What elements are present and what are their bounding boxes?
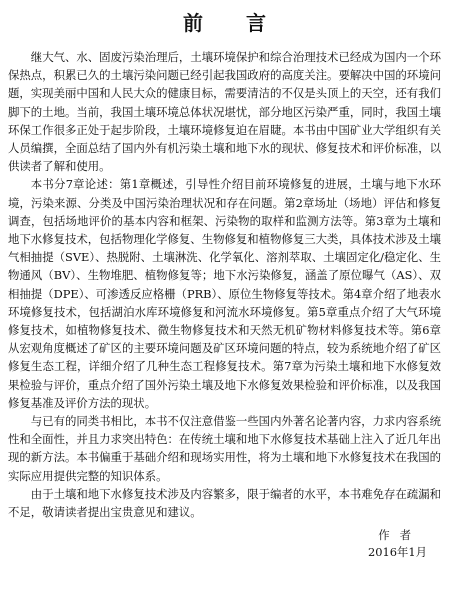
page-title: 前 言	[183, 11, 284, 35]
author-signature: 作者	[378, 528, 421, 543]
signature-date: 2016年1月	[367, 545, 427, 560]
paragraph-features: 与已有的同类书相比，本书不仅注意借鉴一些国内外著名论著内容，力求内容系统性和全面性，并且力求突出特色：在传统土壤和地下水修复技术基础上注入了近几年出现的新方法。本书偏重于基础介绍和现场实用性，将为土壤和地下水修复技术在我国的实际应用提供完整的知识体系。	[8, 414, 441, 483]
paragraph-closing: 由于土壤和地下水修复技术涉及内容繁多，限于编者的水平，本书难免存在疏漏和不足，敬请读者提出宝贵意见和建议。	[8, 486, 441, 520]
paragraph-chapters: 本书分7章论述：第1章概述，引导性介绍目前环境修复的进展，土壤与地下水环境，污染来源、分类及中国污染治理状况和存在问题。第2章场址（场地）评估和修复调查，包括场地评价的基本内容和框架、污染物的取样和监测方法等。第3章为土壤和地下水修复技术，包括物理化学修复、生物修复和植物修复三大类，具体技术涉及土壤气相抽提（SVE）、热脱附、土壤淋洗、化学氧化、溶剂萃取、土壤固定化/稳定化、生物通风（BV）、生物堆肥、植物修复等；地下水污染修复，涵盖了原位曝气（AS）、双相抽提（DPE）、可渗透反应格栅（PRB）、原位生物修复等技术。第4章介绍了地表水环境修复技术，包括湖泊水库环境修复和河流水环境修复。第5章重点介绍了大气环境修复技术，如植物修复技术、微生物修复技术和天然无机矿物材料修复技术等。第6章从宏观角度概述了矿区的主要环境问题及矿区环境问题的特点，较为系统地介绍了矿区修复生态工程，详细介绍了几种生态工程修复技术。第7章为污染土壤和地下水修复效果检验与评价，重点介绍了国外污染土壤及地下水修复效果检验和评价标准，以及我国修复基准及评价方法的现状。	[8, 177, 441, 410]
paragraph-intro: 继大气、水、固废污染治理后，土壤环境保护和综合治理技术已经成为国内一个环保热点，积累已久的土壤污染问题已经引起我国政府的高度关注。要解决中国的环境问题，实现美丽中国和人民大众的健康目标，需要清洁的不仅是头顶上的天空，还有我们脚下的土地。当前，我国土壤环境总体状况堪忧，部分地区污染严重，同时，我国土壤环保工作很多正处于起步阶段，土壤环境修复迫在眉睫。本书由中国矿业大学组织有关人员编撰，全面总结了国内外有机污染土壤和地下水的现状、修复技术和评价标准，以供读者了解和使用。	[8, 50, 441, 174]
